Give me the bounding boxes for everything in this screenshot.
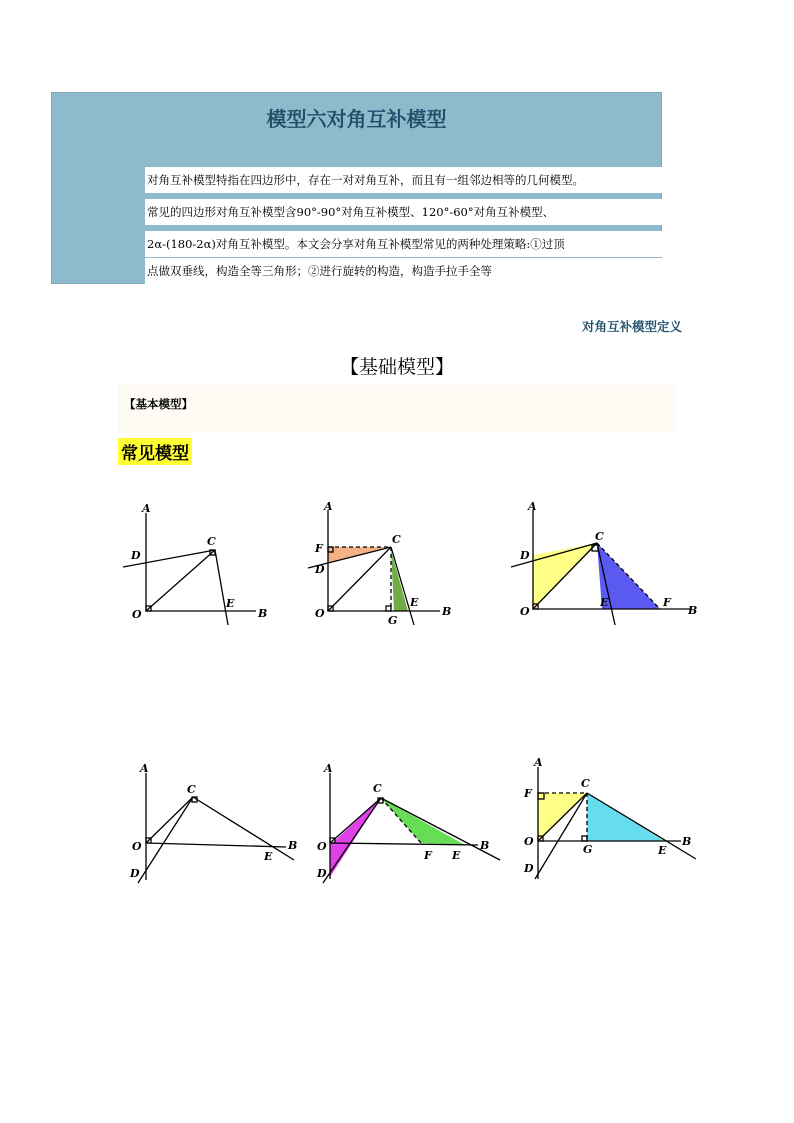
fig2-label-b: B [442, 605, 452, 618]
figure-5 [323, 773, 500, 883]
fig5-label-f: F [424, 849, 432, 862]
fig3-label-e: E [600, 596, 609, 609]
intro-line-4: 点做双垂线，构造全等三角形；②进行旋转的构造，构造手拉手全等 [145, 258, 662, 284]
fig6-label-f: F [524, 787, 532, 800]
fig6-label-d: D [524, 862, 534, 875]
figures-svg [118, 475, 704, 885]
figure-2 [308, 510, 440, 625]
intro-line-2: 常见的四边形对角互补模型含90°-90°对角互补模型、120°-60°对角互补模型、 [145, 199, 662, 225]
fig3-label-d: D [520, 549, 530, 562]
fig4-label-a: A [140, 762, 149, 775]
figure-6 [535, 767, 696, 879]
fig2-label-f: F [315, 542, 323, 555]
fig1-label-a: A [142, 502, 151, 515]
fig2-label-g: G [388, 614, 398, 627]
fig6-label-o: O [524, 835, 534, 848]
fig5-label-e: E [452, 849, 461, 862]
basic-model-label: 【基本模型】 [124, 397, 193, 411]
fig6-label-g: G [583, 843, 593, 856]
fig4-label-o: O [132, 840, 142, 853]
fig6-label-e: E [658, 844, 667, 857]
fig3-label-a: A [528, 500, 537, 513]
fig6-label-c: C [581, 777, 590, 790]
fig1-label-c: C [207, 535, 216, 548]
fig2-label-c: C [392, 533, 401, 546]
fig3-label-c: C [595, 530, 604, 543]
fig1-label-b: B [258, 607, 268, 620]
fig1-label-o: O [132, 608, 142, 621]
fig5-label-b: B [480, 839, 490, 852]
fig1-label-d: D [131, 549, 141, 562]
intro-line-1: 对角互补模型特指在四边形中，存在一对对角互补，而且有一组邻边相等的几何模型。 [145, 167, 662, 193]
fig2-label-d: D [315, 563, 325, 576]
fig6-label-a: A [534, 756, 543, 769]
fig4-label-d: D [130, 867, 140, 880]
section-title: 【基础模型】 [339, 356, 454, 378]
fig5-label-o: O [317, 840, 327, 853]
figure-4 [138, 773, 294, 883]
fig5-label-c: C [373, 782, 382, 795]
basic-model-box [118, 385, 676, 433]
fig6-label-b: B [682, 835, 692, 848]
fig3-label-b: B [688, 604, 698, 617]
fig2-label-e: E [410, 596, 419, 609]
page-title: 模型六对角互补模型 [266, 107, 447, 131]
fig4-label-c: C [187, 783, 196, 796]
fig2-label-o: O [315, 607, 325, 620]
figure-1 [123, 513, 256, 625]
fig5-label-a: A [324, 762, 333, 775]
section-link[interactable]: 对角互补模型定义 [581, 319, 682, 334]
fig2-label-a: A [324, 500, 333, 513]
fig5-label-d: D [317, 867, 327, 880]
fig3-label-f: F [663, 596, 671, 609]
intro-line-3: 2α-(180-2α)对角互补模型。本文会分享对角互补模型常见的两种处理策略:①过顶 [145, 231, 662, 257]
figures-area [118, 475, 704, 885]
fig1-label-e: E [226, 597, 235, 610]
fig4-label-e: E [264, 850, 273, 863]
common-model-label: 常见模型 [118, 438, 192, 465]
fig4-label-b: B [288, 839, 298, 852]
fig3-label-o: O [520, 605, 530, 618]
